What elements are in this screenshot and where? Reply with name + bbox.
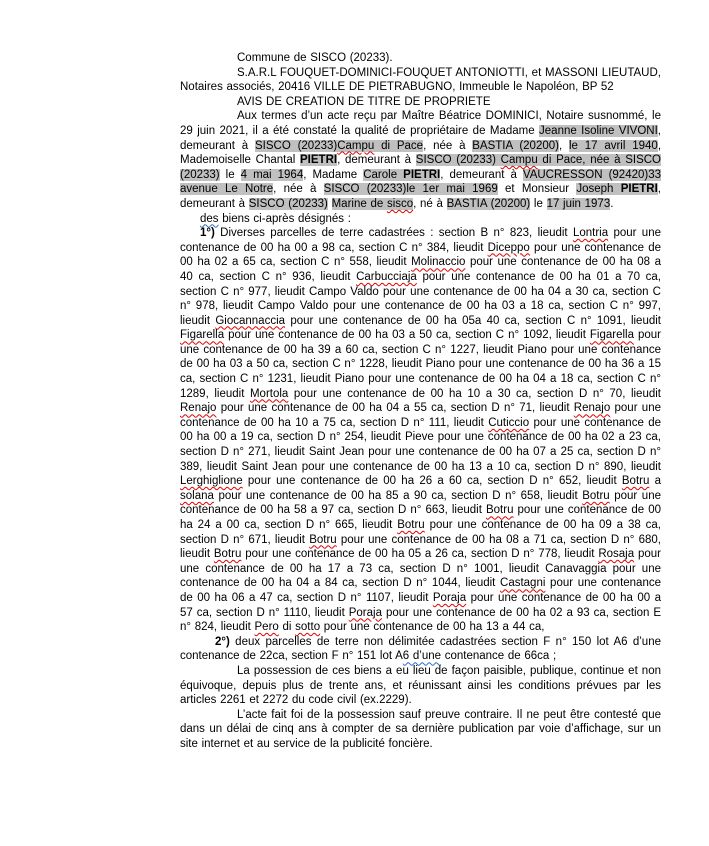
highlighted-text: 17 juin 1973 (546, 197, 611, 210)
text-run: , Madame (303, 168, 364, 181)
text-run: pour une contenance de 00 ha 58 a 97 ca, section D n° 663, lieudit (180, 489, 661, 517)
misspelled-word: Figarella (180, 329, 225, 342)
text-run: , demeurant à (180, 183, 661, 210)
text-run: pour une contenance de 00 ha 09 a 38 ca, section D n° 671, lieudit (180, 519, 661, 546)
highlighted-text: SISCO (20233) (248, 197, 328, 210)
misspelled-word: Castagni (500, 577, 546, 590)
grammar-flagged-text: des (200, 212, 219, 225)
highlighted-text: PIETRI (300, 154, 338, 167)
misspelled-word: Rosaja (598, 548, 635, 561)
text-run: pour une contenance de 00 ha 08 a 40 ca, section C n° 936, lieudit (180, 256, 662, 283)
highlighted-text: 4 mai 1964 (240, 168, 304, 181)
text-run: di (278, 621, 296, 634)
highlighted-text: le 17 avril 1940 (568, 139, 658, 152)
highlighted-text: Carole (363, 168, 404, 181)
text-run: pour une contenance de 00 ha 04 a 55 ca, section D n° 71, lieudit (216, 402, 574, 415)
text-run: , demeurant à (440, 168, 523, 181)
misspelled-word: Poraja (348, 606, 382, 619)
misspelled-word: Botru (582, 489, 610, 502)
commune-line (180, 51, 661, 66)
text-run: pour une contenance de 00 ha 10 a 30 ca, section D n° 70, lieudit (288, 387, 661, 400)
text-run: contenance de 66ca ; (441, 650, 557, 663)
text-run: 2°) (215, 635, 230, 648)
text-run: pour une contenance de 00 ha 02 a 65 ca, section C n° 558, lieudit (180, 241, 661, 269)
highlighted-text: BASTIA (20200) (446, 197, 531, 210)
misspelled-word: Mortola (249, 387, 289, 400)
text-run: et Monsieur (497, 183, 577, 196)
misspelled-word: sisco (386, 197, 414, 210)
text-run: pour une contenance de 00 ha 05 a 26 ca, section D n° 778, lieudit (241, 548, 599, 561)
text-run: pour une contenance de 00 ha 00 a 57 ca, section D n° 1110, lieudit (180, 591, 661, 619)
text-run: pour une contenance de 00 ha 00 a 98 ca, section C n° 384, lieudit (180, 227, 661, 254)
text-run: , (558, 139, 569, 152)
text-run: pour une contenance de 00 ha 13 a 44 ca, (320, 621, 545, 634)
text-run: L’acte fait foi de la possession sauf preuve contraire. Il ne peut être contesté que dans un délai de cinq ans à compter de sa dernière publication par voie d’affichage, sur un site internet et au service de la publicité foncière. (180, 708, 661, 750)
misspelled-word: Lerghiglione (180, 475, 243, 488)
text-run: Commune de SISCO (20233). (237, 52, 393, 64)
highlighted-text: PIETRI (620, 183, 658, 196)
text-run: pour une contenance de 00 ha 01 a 70 ca, section C n° 977, lieudit Campo Valdo pour une contenance de 00 ha 04 a 30 ca, section C n° 978, lieudit Campo Valdo pour une contenance de 00 ha 03 a 18 ca, section C n° 997, lieudit (180, 270, 661, 327)
misspelled-word: Cuticcio (488, 416, 530, 429)
misspelled-word: Pero (254, 621, 279, 634)
text-run: Aux termes d’un acte reçu par Maître Béatrice DOMINICI, Notaire susnommé, le 29 juin 2021, il a été constaté la qualité de propriétaire de Madame (180, 110, 661, 137)
misspelled-word: sotto (295, 621, 321, 634)
misspelled-word: Diceppo (487, 241, 530, 254)
text-run: biens ci-après désignés : (218, 212, 351, 225)
misspelled-word: Campu (500, 154, 538, 167)
misspelled-word: Carbucciaja (356, 270, 417, 283)
highlighted-text: SISCO (20233)le 1er mai 1969 (323, 183, 498, 196)
text-run: pour une contenance de 00 ha 05a 40 ca, section C n° 1091, lieudit (285, 314, 661, 327)
highlighted-text: BASTIA (20200) (472, 139, 559, 152)
grammar-flagged-text: 6 d’une (402, 650, 442, 663)
parcelles-1 (180, 226, 661, 635)
highlighted-text: Jeanne Isoline VIVONI (539, 124, 658, 137)
notaire-address (180, 66, 661, 95)
biens-intro (180, 212, 661, 227)
misspelled-word: Botru (621, 475, 650, 488)
avis-title (180, 95, 661, 110)
misspelled-word: Molinaccio (411, 256, 466, 269)
misspelled-word: Poraja (432, 591, 467, 604)
document-text-block (180, 51, 661, 752)
text-run: pour une contenance de 00 ha 26 a 60 ca, section D n° 652, lieudit (242, 475, 622, 488)
possession-paragraph (180, 664, 661, 708)
text-run: pour une contenance de 00 ha 00 a 19 ca, section D n° 254, lieudit Pieve pour une contenance de 00 ha 02 a 23 ca, section D n° 271, lieudit Saint Jean pour une contenance de 00 ha 07 a 25 ca, section D n° 389, lieudit Saint Jean pour une contenance de 00 ha 13 a 10 ca, section D n° 890, lieudit (180, 416, 661, 473)
highlighted-text: PIETRI (403, 168, 441, 181)
text-run: , né à (413, 197, 447, 210)
text-run: deux parcelles de terre non délimitée cadastrées section F n° 150 lot A6 d’une contenance de 22ca, section F n° 151 lot A (180, 635, 661, 663)
misspelled-word: Renajo (573, 402, 611, 415)
text-run: pour une contenance de 00 ha 02 a 93 ca, section E n° 824, lieudit (180, 606, 662, 634)
acte-foi-paragraph (180, 708, 661, 752)
text-run: le (219, 168, 241, 181)
text-run: pour une contenance de 00 ha 17 a 73 ca, section D n° 1001, lieudit Canavaggia pour une contenance de 00 ha 04 a 84 ca, section D n° 1044, lieudit (180, 548, 661, 590)
parcelles-2 (180, 635, 661, 664)
text-run: pour une contenance de 00 ha 85 a 90 ca, section D n° 658, lieudit (213, 489, 583, 502)
highlighted-text: Joseph (576, 183, 621, 196)
text-run: , demeurant à (180, 124, 661, 152)
highlighted-text: VAUCRESSON (92420)33 avenue Le Notre (180, 168, 662, 196)
text-run: pour une contenance de 00 ha 39 a 60 ca, section C n° 1227, lieudit Piano pour une contenance de 00 ha 03 a 50 ca, section C n° 1228, lieudit Piano pour une contenance de 00 ha 36 a 15 ca, section C n° 1231, lieudit Piano pour une contenance de 00 ha 04 a 18 ca, section C n° 1289, lieudit (180, 329, 662, 400)
highlighted-text: Marine de (331, 197, 387, 210)
text-run: S.A.R.L FOUQUET-DOMINICI-FOUQUET ANTONIOTTI, et MASSONI LIEUTAUD, Notaires associés, 20416 VILLE DE PIETRABUGNO, Immeuble le Napoléon, BP 52 (180, 66, 661, 94)
highlighted-text: di Pace, née à SISCO (20233) (180, 154, 661, 181)
text-run: , demeurant à (337, 154, 416, 167)
misspelled-word: Giocannaccia (215, 314, 286, 327)
misspelled-word: Botru (309, 533, 337, 546)
highlighted-text: SISCO (20233) (254, 139, 338, 152)
text-run: a (649, 475, 661, 488)
text-run: La possession de ces biens a eu lieu de façon paisible, publique, continue et non équivoque, depuis plus de trente ans, et réunissant ainsi les conditions prévues par les articles 2261 et 2272 du code civil (ex.2229). (180, 664, 661, 707)
misspelled-word: Lontria (572, 227, 609, 240)
text-run: , née à (423, 139, 473, 152)
text-run: Diverses parcelles de terre cadastrées : section B n° 823, lieudit (214, 227, 573, 240)
misspelled-word: Campu (337, 139, 375, 152)
text-run: 1°) (200, 227, 215, 240)
misspelled-word: Figarella (589, 329, 634, 342)
misspelled-word: Botru (485, 504, 514, 517)
text-run: pour une contenance de 00 ha 03 a 50 ca, section C n° 1092, lieudit (224, 329, 590, 342)
text-run: pour une contenance de 00 ha 10 a 75 ca, section D n° 111, lieudit (180, 402, 661, 429)
highlighted-text: SISCO (20233) (415, 154, 501, 167)
text-run: pour une contenance de 00 ha 24 a 00 ca, section D n° 665, lieudit (180, 504, 661, 531)
misspelled-word: Botru (397, 519, 425, 531)
text-run: le (530, 197, 547, 210)
text-run: . (610, 197, 614, 210)
text-run: AVIS DE CREATION DE TITRE DE PROPRIETE (237, 95, 491, 108)
misspelled-word: Renajo (180, 402, 217, 415)
highlighted-text: di Pace (374, 139, 424, 152)
text-run: pour une contenance de 00 ha 06 a 47 ca, section D n° 1107, lieudit (180, 577, 661, 604)
text-run: pour une contenance de 00 ha 08 a 71 ca, section D n° 680, lieudit (180, 533, 661, 561)
parties-paragraph (180, 109, 661, 211)
misspelled-word: Botru (213, 548, 242, 561)
misspelled-word: solana (180, 489, 214, 502)
text-run: , Mademoiselle Chantal (180, 139, 662, 167)
text-run: , née à (273, 183, 324, 196)
